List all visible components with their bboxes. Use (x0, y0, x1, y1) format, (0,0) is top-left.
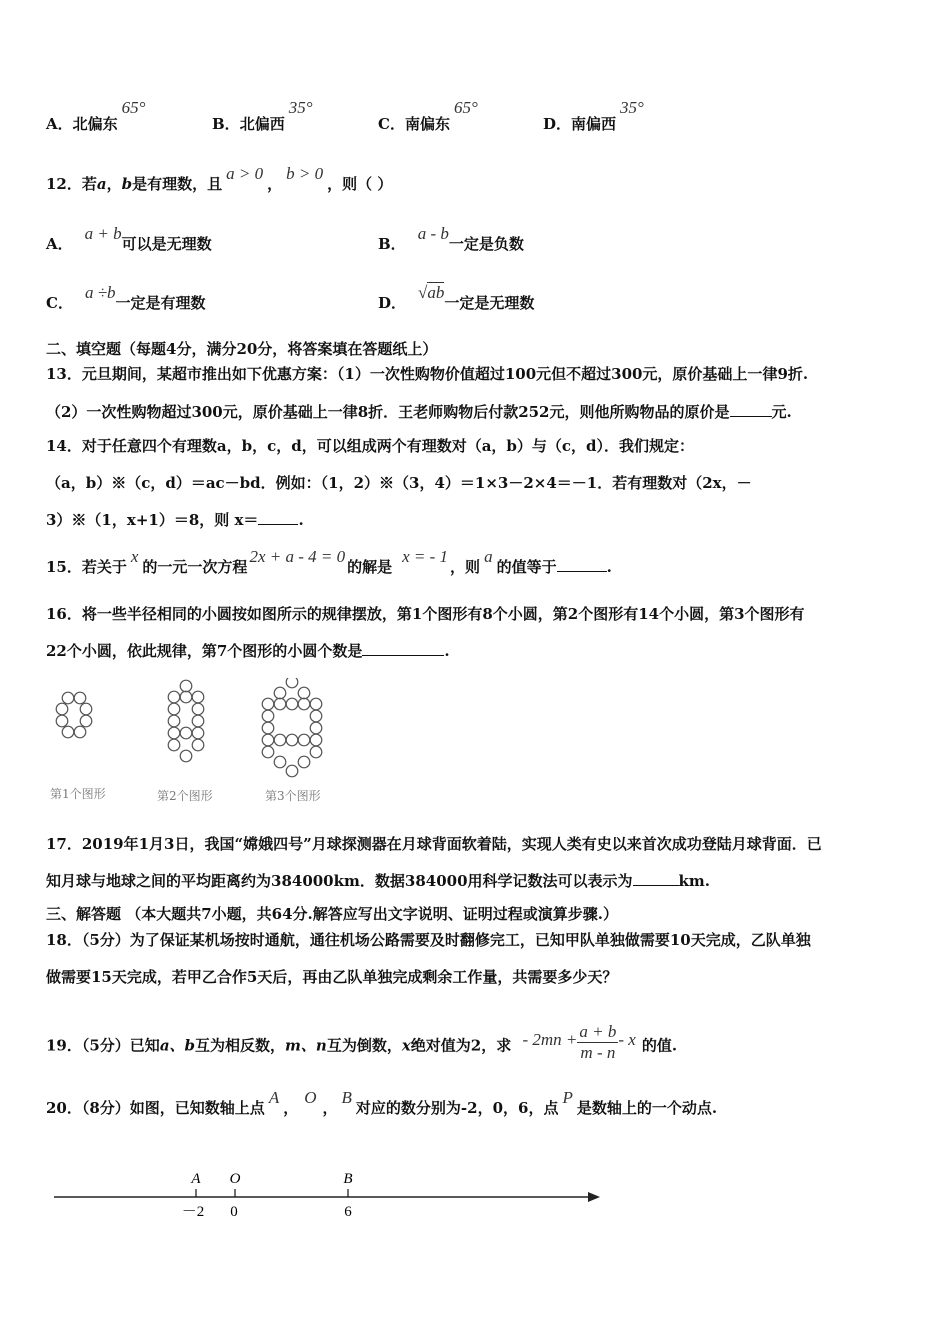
q14-line3: 3）※（1，x+1）＝8，则 x＝ . (46, 511, 304, 529)
figure-3-circles (262, 678, 322, 777)
answer-blank (258, 510, 298, 525)
point-value-b: 6 (344, 1204, 352, 1220)
q18-line2: 做需要15天完成，若甲乙合作5天后，再由乙队单独完成剩余工作量，共需要多少天？ (46, 968, 618, 986)
section-3-heading: 三、解答题 （本大题共7小题，共64分.解答应写出文字说明、证明过程或演算步骤.） (46, 905, 618, 923)
point-label-o: O (229, 1171, 241, 1187)
point-value-a: －2 (181, 1204, 205, 1220)
section-2-heading: 二、填空题（每题4分，满分20分，将答案填在答题纸上） (46, 340, 438, 358)
q15: 15．若关于x的一元一次方程2x + a - 4 = 0的解是x = - 1，则a的值等于 . (46, 547, 612, 576)
q13-line2: （2）一次性购物超过300元，原价基础上一律8折．王老师购物后付款252元，则他所购物品的原价是 元. (46, 403, 792, 421)
q12-option-a: A．a + b可以是无理数 (46, 224, 212, 253)
point-label-a: A (191, 1171, 201, 1187)
sqrt-expression: √ab (418, 283, 445, 302)
figure-1-circles (56, 692, 92, 738)
figure-2-caption: 第2个图形 (157, 789, 213, 803)
fraction: $\frac{a + b}{m - n}$ (579, 1022, 617, 1062)
q17-line2: 知月球与地球之间的平均距离约为384000km．数据384000用科学记数法可以表示为 km. (46, 872, 711, 890)
q16-line1: 16．将一些半径相同的小圆按如图所示的规律摆放，第1个图形有8个小圆，第2个图形有14个小圆，第3个图形有 (46, 605, 805, 623)
q12-option-d: D．√ab一定是无理数 (378, 283, 535, 312)
q11-option-a: A．北偏东65° (46, 98, 146, 133)
q16-line2: 22个小圆，依此规律，第7个图形的小圆个数是 . (46, 642, 450, 660)
q13-line1: 13．元旦期间，某超市推出如下优惠方案：（1）一次性购物价值超过100元但不超过300元，原价基础上一律9折. (46, 365, 809, 383)
point-value-o: 0 (230, 1204, 238, 1220)
q12-option-b: B．a - b一定是负数 (378, 224, 524, 253)
figure-2-circles (168, 680, 204, 762)
axis-arrow-icon (588, 1192, 600, 1202)
q11-option-d: D．南偏西35° (543, 98, 644, 133)
answer-blank (362, 641, 444, 656)
angle-label: 65° (453, 98, 478, 117)
q12-option-c: C．a ÷b一定是有理数 (46, 283, 206, 312)
point-label-b: B (343, 1171, 353, 1187)
angle-label: 35° (620, 98, 644, 117)
q11-option-b: B．北偏西35° (212, 98, 313, 133)
q14-line1: 14．对于任意四个有理数a，b，c，d，可以组成两个有理数对（a，b）与（c，d）．我们规定： (46, 437, 695, 455)
answer-blank (730, 402, 772, 417)
q14-line2: （a，b）※（c，d）＝ac－bd．例如：（1，2）※（3，4）＝1×3－2×4＝－1．若有理数对（2x，－ (46, 474, 752, 492)
q11-option-c: C．南偏东65° (378, 98, 478, 133)
q17-line1: 17．2019年1月3日，我国“嫦娥四号”月球探测器在月球背面软着陆，实现人类有史以来首次成功登陆月球背面．已 (46, 835, 822, 853)
figure-1-caption: 第1个图形 (50, 787, 106, 801)
angle-label: 35° (288, 98, 313, 117)
q20: 20．（8分）如图，已知数轴上点A，O，B对应的数分别为-2，0，6，点P是数轴上的一个动点. (46, 1088, 718, 1117)
number-line (50, 1165, 620, 1225)
q19: 19．（5分）已知a、b互为相反数，m、n互为倒数，x绝对值为2，求 - 2mn + $\frac{a + b}{m - n}$ - x 的值. (46, 1022, 678, 1062)
figure-3-caption: 第3个图形 (265, 789, 321, 803)
q12-stem: 12．若a，b是有理数，且a > 0，b > 0，则（ ） (46, 164, 393, 193)
circle-pattern-figure (48, 678, 368, 778)
angle-label: 65° (121, 98, 146, 117)
answer-blank (633, 871, 679, 886)
answer-blank (557, 557, 607, 572)
q18-line1: 18．（5分）为了保证某机场按时通航，通往机场公路需要及时翻修完工，已知甲队单独做需要10天完成，乙队单独 (46, 931, 811, 949)
